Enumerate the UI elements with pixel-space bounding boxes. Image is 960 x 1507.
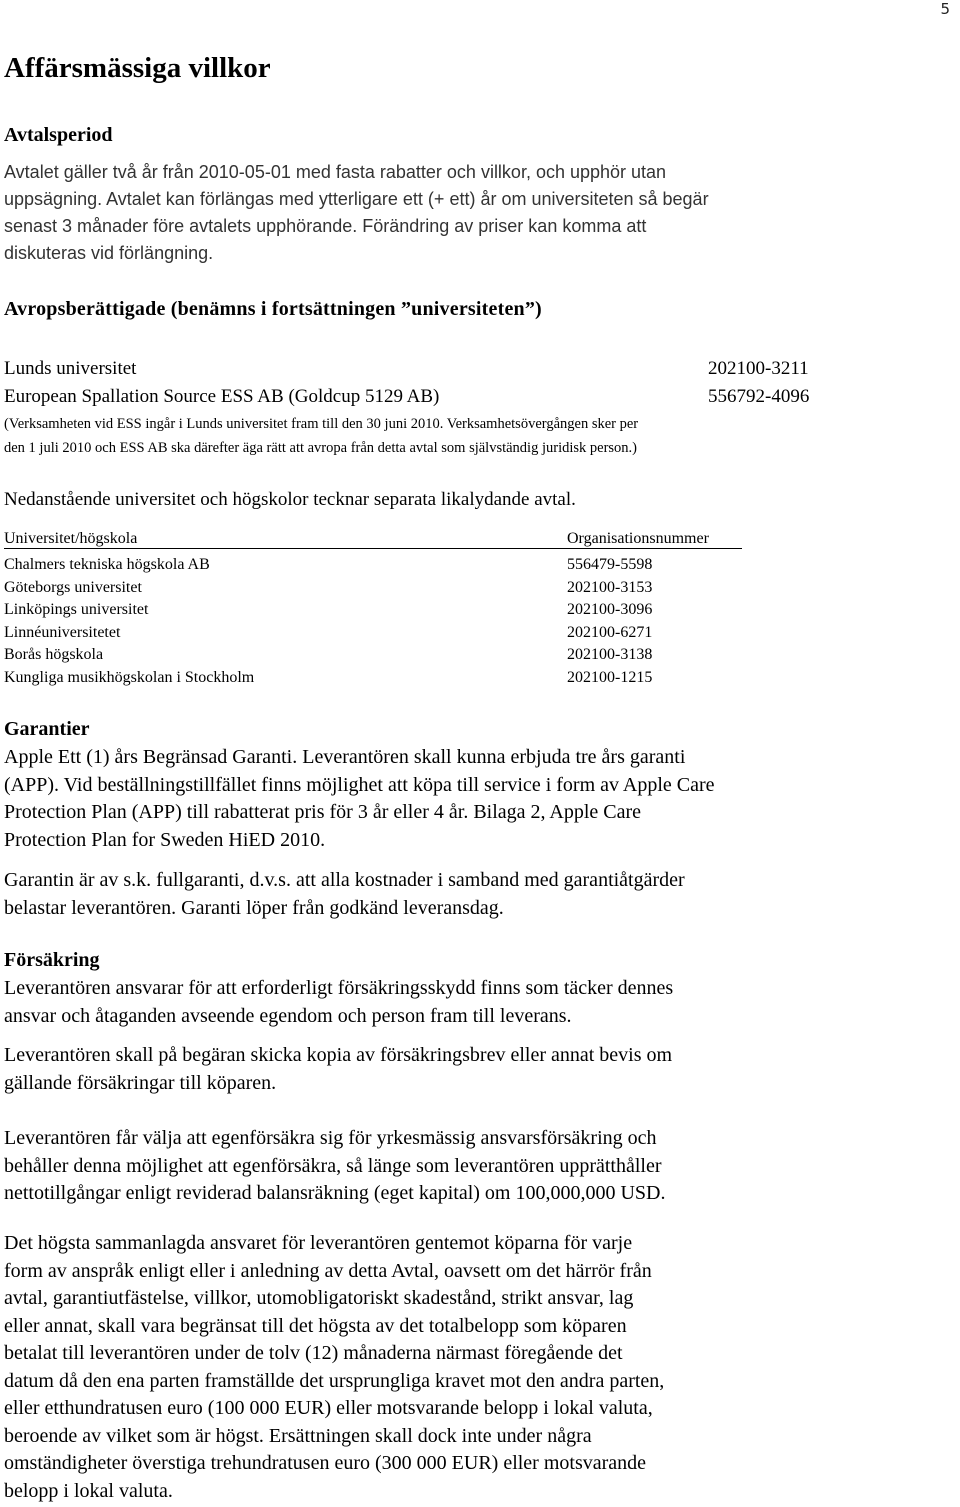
paragraph-line: Leverantören ansvarar för att erforderligt försäkringsskydd finns som täcker dennes [4,977,674,999]
avtalsperiod-paragraph [4,159,904,267]
garantier-paragraph-1 [4,744,715,854]
avtalsperiod-line: Avtalet gäller två år från 2010-05-01 med fasta rabatter och villkor, och upphör utan [4,162,667,182]
paragraph-line: ansvar och åtaganden avseende egendom och person fram till leverans. [4,1004,572,1027]
paragraph-line: belopp i lokal valuta. [4,1479,173,1502]
forsakring-heading: Försäkring [4,949,100,971]
paragraph-line: Leverantören får välja att egenförsäkra sig för yrkesmässig ansvarsförsäkring och [4,1127,657,1149]
table-row-number: 202100-3138 [567,646,653,663]
avrop-heading: Avropsberättigade (benämns i fortsättningen ”universiteten”) [4,298,542,320]
table-row-number: 202100-1215 [567,668,653,686]
org-name-lund: Lunds universitet [4,358,137,379]
org-number-lund: 202100-3211 [708,358,809,379]
avtalsperiod-line: diskuteras vid förlängning. [4,243,214,263]
paragraph-line: Apple Ett (1) års Begränsad Garanti. Leverantören skall kunna erbjuda tre års garanti [4,746,686,768]
ess-note-line: den 1 juli 2010 och ESS AB ska därefter äga rätt att avropa från detta avtal som självständig juridisk person.) [4,440,638,456]
table-row-name: Göteborgs universitet [4,578,142,596]
page-number: 5 [940,0,950,18]
table-header-number: Organisationsnummer [567,530,709,547]
paragraph-line: datum då den ena parten framställde det ursprungliga kravet mot den andra parten, [4,1369,665,1392]
paragraph-line: nettotillgångar enligt reviderad balansräkning (eget kapital) om 100,000,000 USD. [4,1182,666,1204]
table-row-name: Borås högskola [4,646,104,663]
table-row-name: Chalmers tekniska högskola AB [4,556,210,573]
paragraph-line: behåller denna möjlighet att egenförsäkra, så länge som leverantören upprätthåller [4,1154,662,1177]
table-row-number: 202100-3153 [567,578,653,596]
forsakring-paragraph-2 [4,1042,672,1097]
paragraph-line: avtal, garantiutfästelse, villkor, utomobligatoriskt skadestånd, strikt ansvar, lag [4,1287,634,1309]
paragraph-line: Det högsta sammanlagda ansvaret för leverantören gentemot köparna för varje [4,1232,633,1254]
paragraph-line: Protection Plan (APP) till rabatterat pris för 3 år eller 4 år. Bilaga 2, Apple Care [4,801,642,823]
org-number-ess: 556792-4096 [708,386,810,407]
paragraph-line: (APP). Vid beställningstillfället finns möjlighet att köpa till service i form av Apple Care [4,773,715,796]
table-row-number: 556479-5598 [567,556,653,573]
garantier-paragraph-2 [4,867,685,922]
forsakring-paragraph-1 [4,975,673,1030]
paragraph-line: eller annat, skall vara begränsat till det högsta av det totalbelopp som köparen [4,1314,627,1337]
table-row-name: Linnéuniversitetet [4,623,121,641]
avtalsperiod-line: uppsägning. Avtalet kan förlängas med ytterligare ett (+ ett) år om universiteten så begär [4,189,709,209]
forsakring-paragraph-3 [4,1125,666,1208]
page-title: Affärsmässiga villkor [4,52,271,84]
table-row-number: 202100-6271 [567,623,653,641]
table-row-number: 202100-3096 [567,601,653,618]
separate-agreements-text: Nedanstående universitet och högskolor tecknar separata likalydande avtal. [4,489,576,510]
paragraph-line: Leverantören skall på begäran skicka kopia av försäkringsbrev eller annat bevis om [4,1044,673,1066]
garantier-heading: Garantier [4,718,90,740]
paragraph-line: Protection Plan for Sweden HiED 2010. [4,828,326,851]
org-name-ess: European Spallation Source ESS AB (Goldcup 5129 AB) [4,386,440,407]
paragraph-line: betalat till leverantören under de tolv (12) månaderna närmast föregående det [4,1342,623,1364]
paragraph-line: belastar leverantören. Garanti löper från godkänd leveransdag. [4,896,504,919]
paragraph-line: Garantin är av s.k. fullgaranti, d.v.s. att alla kostnader i samband med garantiåtgärder [4,869,685,891]
forsakring-paragraph-4 [4,1230,664,1505]
avtalsperiod-heading: Avtalsperiod [4,124,113,146]
table-row-name: Kungliga musikhögskolan i Stockholm [4,668,255,686]
paragraph-line: form av anspråk enligt eller i anledning av detta Avtal, oavsett om det härrör från [4,1259,652,1282]
avtalsperiod-line: senast 3 månader före avtalets upphörande. Förändring av priser kan komma att [4,216,647,236]
paragraph-line: gällande försäkringar till köparen. [4,1071,277,1094]
paragraph-line: omständigheter överstiga trehundratusen euro (300 000 EUR) eller motsvarande [4,1452,647,1474]
table-row-name: Linköpings universitet [4,601,149,618]
ess-note-line: (Verksamheten vid ESS ingår i Lunds universitet fram till den 30 juni 2010. Verksamhetsövergången sker per [4,416,639,432]
paragraph-line: eller etthundratusen euro (100 000 EUR) eller motsvarande belopp i lokal valuta, [4,1397,653,1419]
paragraph-line: beroende av vilket som är högst. Ersättningen skall dock inte under några [4,1424,592,1447]
table-header-name: Universitet/högskola [4,530,138,547]
